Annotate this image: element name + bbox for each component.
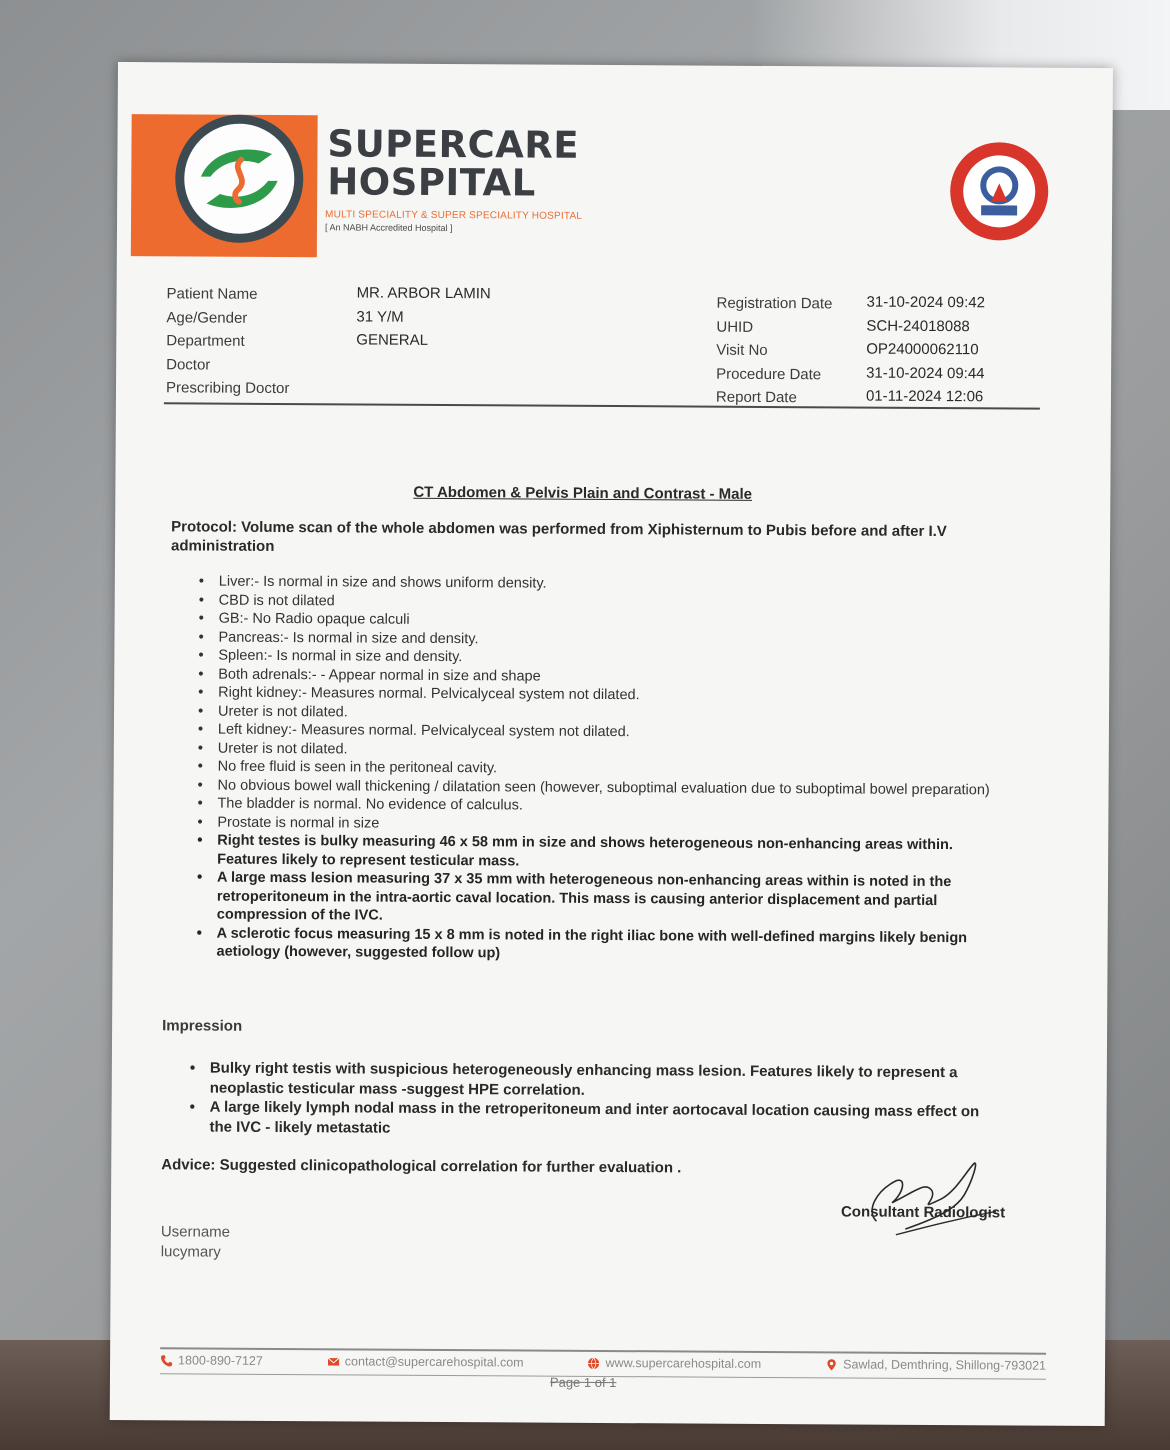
label-prescribing-doctor: Prescribing Doctor bbox=[165, 379, 290, 398]
label-age-gender: Age/Gender bbox=[166, 308, 248, 327]
list-item: • CBD is not dilated bbox=[199, 591, 1019, 615]
list-item: • Ureter is not dilated. bbox=[198, 702, 1018, 726]
footer-email bbox=[327, 1354, 524, 1369]
visit-labels bbox=[716, 292, 833, 410]
value-report-date: 01-11-2024 12:06 bbox=[865, 387, 984, 406]
footer-address bbox=[825, 1357, 1046, 1372]
phone-icon bbox=[160, 1354, 173, 1367]
value-visit-no: OP24000062110 bbox=[866, 340, 979, 359]
value-procedure-date: 31-10-2024 09:44 bbox=[866, 364, 985, 382]
username-value: lucymary bbox=[160, 1243, 221, 1261]
value-department: GENERAL bbox=[356, 331, 429, 349]
label-report-date: Report Date bbox=[715, 388, 797, 407]
list-item: • Pancreas:- Is normal in size and density. bbox=[198, 628, 1018, 652]
report-title: CT Abdomen & Pelvis Plain and Contrast - Male bbox=[413, 483, 753, 503]
value-patient-name: MR. ARBOR LAMIN bbox=[356, 284, 491, 303]
list-item: • Prostate is normal in size bbox=[197, 813, 1017, 837]
impression-item: • Bulky right testis with suspicious heterogeneously enhancing mass lesion. Features likely to represent a neoplastic testicular mass -suggest HPE correlation. bbox=[190, 1058, 1000, 1102]
advice-text: Advice: Suggested clinicopathological correlation for further evaluation . bbox=[161, 1156, 682, 1177]
address-text: Sawlad, Demthring, Shillong-793021 bbox=[843, 1357, 1047, 1373]
hospital-name-line1: SUPERCARE bbox=[327, 122, 580, 167]
value-uhid: SCH-24018088 bbox=[866, 317, 970, 335]
list-item: • Spleen:- Is normal in size and density. bbox=[198, 647, 1018, 671]
impression-item: • A large likely lymph nodal mass in the retroperitoneum and inter aortocaval location causing mass effect on the IVC - likely metastatic bbox=[189, 1097, 999, 1141]
hospital-name-line2: HOSPITAL bbox=[327, 160, 536, 205]
mail-icon bbox=[327, 1355, 340, 1368]
globe-icon bbox=[588, 1356, 601, 1369]
nabh-seal-icon bbox=[947, 139, 1052, 244]
signatory-title: Consultant Radiologist bbox=[840, 1203, 1006, 1222]
patient-values bbox=[356, 281, 491, 352]
handwritten-signature bbox=[846, 1150, 1007, 1241]
report-sheet bbox=[110, 62, 1113, 1426]
findings-list bbox=[197, 573, 1019, 967]
list-item-significant: • A large mass lesion measuring 37 x 35 mm with heterogeneous non-enhancing areas within is noted in the retroperitoneum in the intra-aortic caval location. This mass is causing anterior displacement and partial compression of the IVC. bbox=[197, 868, 1017, 929]
hands-logo-icon bbox=[191, 130, 288, 227]
impression-list bbox=[189, 1058, 999, 1141]
label-visit-no: Visit No bbox=[716, 341, 768, 359]
hospital-tagline: MULTI SPECIALITY & SUPER SPECIALITY HOSPITAL bbox=[325, 209, 583, 222]
label-uhid: UHID bbox=[716, 318, 754, 336]
username-label: Username bbox=[160, 1223, 231, 1241]
footer-phone bbox=[160, 1353, 263, 1368]
list-item: • Ureter is not dilated. bbox=[198, 739, 1018, 763]
list-item: • No free fluid is seen in the peritoneal cavity. bbox=[198, 758, 1018, 782]
list-item: • Liver:- Is normal in size and shows uniform density. bbox=[199, 573, 1019, 597]
hospital-logo bbox=[175, 114, 304, 243]
value-registration-date: 31-10-2024 09:42 bbox=[866, 293, 986, 312]
label-doctor: Doctor bbox=[166, 355, 211, 374]
location-pin-icon bbox=[825, 1358, 838, 1371]
label-procedure-date: Procedure Date bbox=[716, 365, 822, 383]
list-item: • No obvious bowel wall thickening / dilatation seen (however, suboptimal evaluation due to suboptimal bowel preparation) bbox=[198, 776, 1018, 800]
report-protocol: Protocol: Volume scan of the whole abdomen was performed from Xiphisternum to Pubis before and after I.V administration bbox=[170, 518, 947, 555]
list-item-significant: • A sclerotic focus measuring 15 x 8 mm is noted in the right iliac bone with well-defined margins likely benign aetiology (however, suggested follow up) bbox=[197, 924, 1017, 966]
label-department: Department bbox=[166, 332, 245, 350]
value-age-gender: 31 Y/M bbox=[356, 307, 404, 326]
username-block bbox=[161, 1222, 230, 1262]
impression-heading: Impression bbox=[162, 1017, 243, 1035]
list-item-significant: • Right testes is bulky measuring 46 x 58 mm in size and shows heterogeneous non-enhancing areas within. Features likely to represent testicular mass. bbox=[197, 831, 1017, 873]
visit-values bbox=[866, 291, 985, 409]
list-item: • Both adrenals:- - Appear normal in size and shape bbox=[198, 665, 1018, 689]
phone-text: 1800-890-7127 bbox=[178, 1353, 263, 1368]
hospital-accreditation: [ An NABH Accredited Hospital ] bbox=[324, 222, 453, 234]
label-patient-name: Patient Name bbox=[166, 285, 258, 303]
page-number: Page 1 of 1 bbox=[549, 1374, 617, 1391]
list-item: • Left kidney:- Measures normal. Pelvicalyceal system not dilated. bbox=[198, 721, 1018, 745]
footer-contacts bbox=[160, 1353, 1046, 1372]
patient-labels bbox=[166, 282, 290, 400]
hospital-name bbox=[327, 122, 580, 205]
list-item: • Right kidney:- Measures normal. Pelvicalyceal system not dilated. bbox=[198, 684, 1018, 708]
label-registration-date: Registration Date bbox=[716, 294, 833, 313]
footer-website bbox=[588, 1356, 762, 1371]
email-text: contact@supercarehospital.com bbox=[344, 1354, 524, 1370]
list-item: • GB:- No Radio opaque calculi bbox=[199, 610, 1019, 634]
list-item: • The bladder is normal. No evidence of calculus. bbox=[197, 794, 1017, 818]
website-text: www.supercarehospital.com bbox=[605, 1356, 762, 1371]
